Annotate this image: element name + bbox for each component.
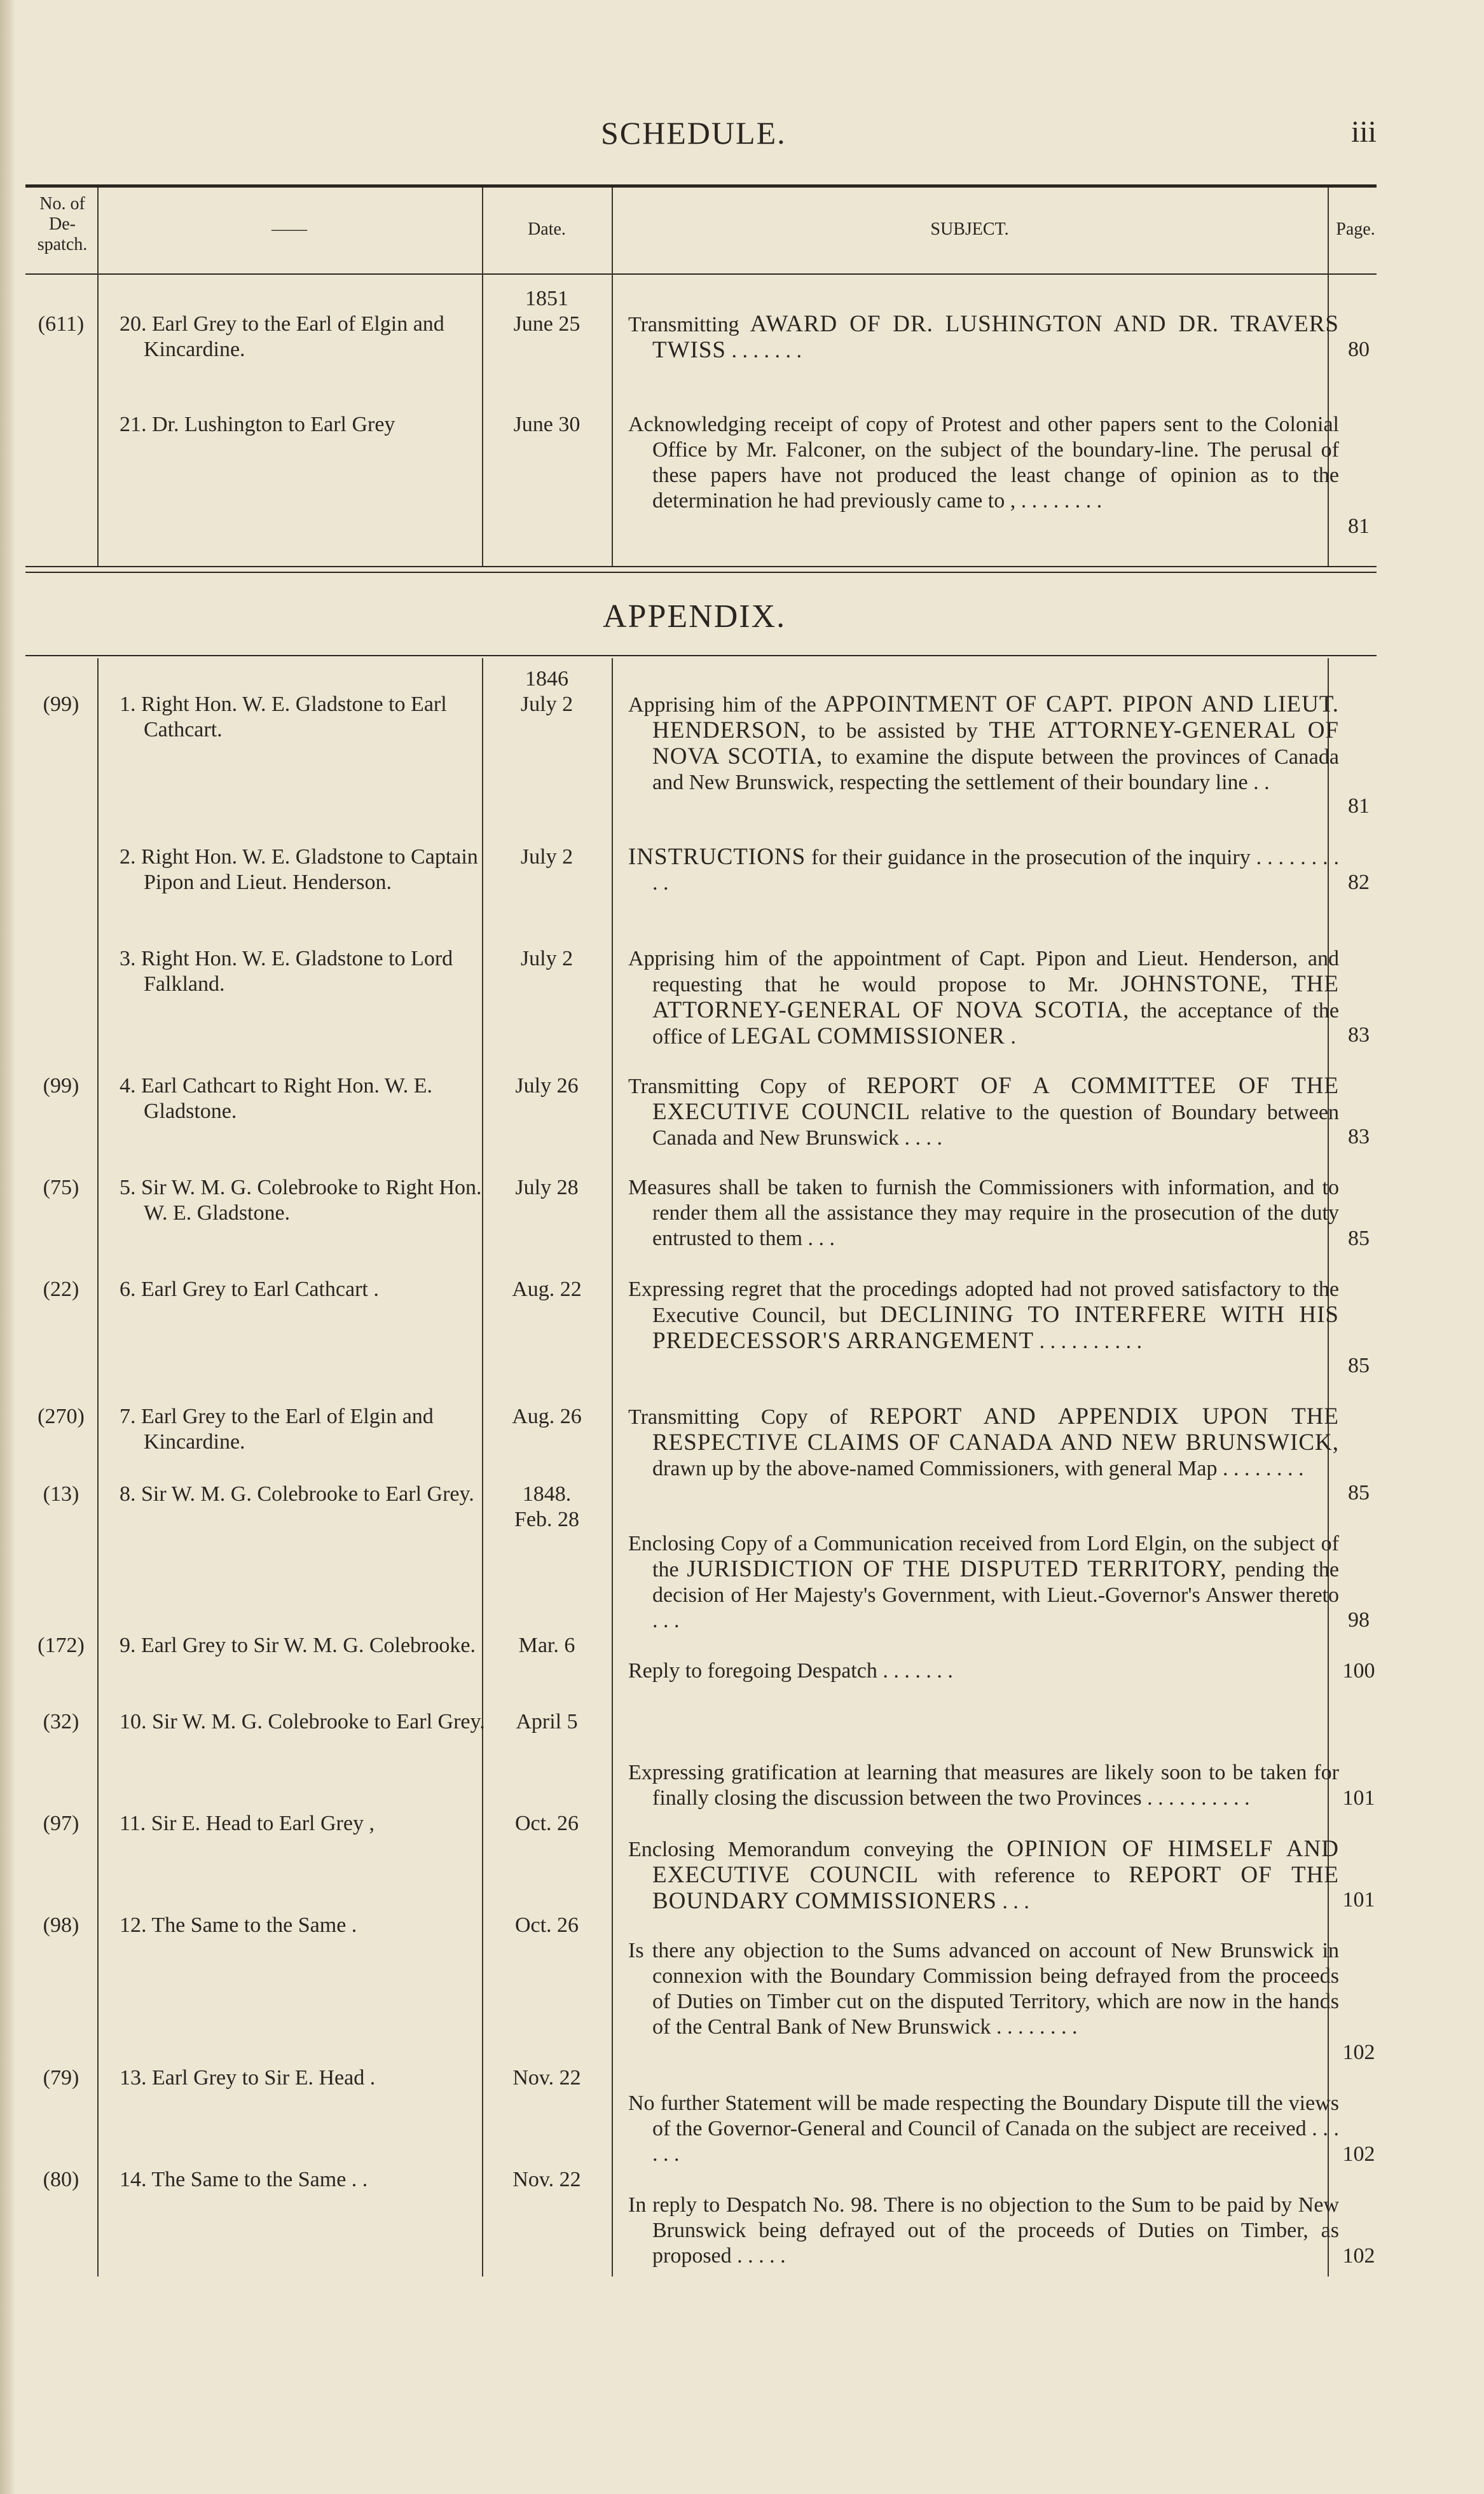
date-value: Feb. 28 (514, 1508, 579, 1531)
correspondent-entry: 14. The Same to the Same . . (120, 2168, 368, 2191)
date-value: Oct. 26 (514, 1812, 579, 1835)
date-value: Aug. 26 (512, 1405, 582, 1428)
subject-fragment: Apprising him of the (628, 693, 825, 717)
subject-fragment: with reference to (919, 1864, 1129, 1887)
despatch-number: (99) (43, 692, 79, 716)
subject-fragment: Enclosing Copy of a Communication received from Lord Elgin, on the subject of the (628, 1532, 1339, 1581)
subject-fragment: Apprising him of the appointment of Capt. Pipon and Lieut. Henderson, and requesting that he would propose to Mr. (628, 947, 1339, 996)
correspondent-entry: 9. Earl Grey to Sir W. M. G. Colebrooke. (120, 1634, 476, 1657)
page-reference: 102 (1342, 2142, 1375, 2166)
column-header-subject: SUBJECT. (930, 219, 1009, 239)
subject-fragment: OPINION OF HIMSELF AND EXECUTIVE COUNCIL (652, 1836, 1339, 1888)
date-value: June 30 (513, 413, 581, 436)
date-value: July 2 (520, 692, 574, 716)
despatch-number: (99) (43, 1074, 79, 1098)
subject-fragment: relative to the question of Boundary between Canada and New Brunswick . . . . (652, 1101, 1339, 1150)
subject-text (628, 312, 1339, 364)
subject-text (628, 2193, 1339, 2269)
subject-fragment: Is there any objection to the Sums advanced on account of New Brunswick in connexion with the Boundary Commission being defrayed from the proceeds of Duties on Timber cut on the disputed Territory, which are now in the hands of the Central Bank of New Brunswick . . . . . . . . (628, 1939, 1339, 2039)
subject-fragment: . . . (996, 1890, 1029, 1913)
subject-fragment: JOHNSTONE, THE ATTORNEY-GENERAL OF NOVA SCOTIA, (652, 971, 1339, 1023)
correspondent-entry: 20. Earl Grey to the Earl of Elgin and Kincardine. (120, 312, 444, 361)
subject-text (628, 1938, 1339, 2040)
subject-text (628, 1658, 1339, 1684)
subject-fragment: No further Statement will be made respecting the Boundary Dispute till the views of the Governor-General and Council of Canada on the subject are received . . . . . . (628, 2091, 1339, 2166)
page-reference: 98 (1348, 1608, 1370, 1632)
date-value: Nov. 22 (512, 2168, 581, 2191)
subject-fragment: REPORT OF THE BOUNDARY COMMISSIONERS (652, 1862, 1339, 1914)
subject-fragment: Expressing regret that the procedings adopted had not proved satisfactory to the Executive Council, but (628, 1278, 1339, 1327)
subject-fragment: Transmitting (628, 313, 750, 336)
subject-fragment: to be assisted by (807, 719, 989, 743)
appendix-col-divider-1 (97, 658, 99, 2277)
subject-text (628, 692, 1339, 796)
subject-text (628, 1277, 1339, 1354)
subject-fragment: the acceptance of the office of (652, 999, 1339, 1049)
subject-fragment: Transmitting Copy of (628, 1405, 870, 1429)
despatch-number: (75) (43, 1176, 79, 1199)
date-value: June 25 (513, 312, 581, 336)
correspondent-entry: 12. The Same to the Same . (120, 1913, 357, 1937)
correspondent-entry: 3. Right Hon. W. E. Gladstone to Lord Falkland. (120, 947, 453, 996)
page-reference: 81 (1348, 514, 1370, 538)
page-reference: 83 (1348, 1125, 1370, 1148)
subject-fragment: AWARD OF DR. LUSHINGTON AND DR. TRAVERS TWISS (652, 311, 1339, 363)
subject-text (628, 2091, 1339, 2167)
col-divider-2 (482, 188, 483, 566)
despatch-number: (13) (43, 1482, 79, 1506)
subject-text (628, 1175, 1339, 1251)
column-header-blank: —— (271, 219, 307, 239)
page-reference: 85 (1348, 1227, 1370, 1250)
subject-fragment: Reply to foregoing Despatch . . . . . . . (628, 1659, 953, 1683)
column-header-page: Page. (1336, 219, 1375, 239)
subject-fragment: INSTRUCTIONS (628, 844, 806, 870)
date-year: 1846 (525, 667, 568, 691)
page-reference: 80 (1348, 338, 1370, 361)
correspondent-entry: 6. Earl Grey to Earl Cathcart . (120, 1278, 379, 1301)
subject-fragment: APPOINTMENT OF CAPT. PIPON AND LIEUT. HENDERSON, (652, 691, 1339, 743)
subject-fragment: Expressing gratification at learning that measures are likely soon to be taken for finally closing the discussion between the two Provinces . . . . . . . . . . (628, 1761, 1339, 1810)
subject-fragment: to examine the dispute between the provinces of Canada and New Brunswick, respecting the settlement of their boundary line . . (652, 745, 1339, 794)
subject-fragment: In reply to Despatch No. 98. There is no objection to the Sum to be paid by New Brunswick being defrayed out of the proceeds of Duties on Timber, as proposed . . . . . (628, 2193, 1339, 2268)
despatch-number: (80) (43, 2168, 79, 2191)
page-reference: 100 (1342, 1659, 1375, 1683)
despatch-number: (97) (43, 1812, 79, 1835)
subject-fragment: REPORT OF A COMMITTEE OF THE EXECUTIVE COUNCIL (652, 1073, 1339, 1125)
page-reference: 85 (1348, 1481, 1370, 1505)
page-reference: 83 (1348, 1023, 1370, 1047)
correspondent-entry: 1. Right Hon. W. E. Gladstone to Earl Cathcart. (120, 692, 447, 741)
date-year: 1848. (522, 1482, 572, 1506)
subject-fragment: Transmitting Copy of (628, 1075, 867, 1098)
subject-fragment: REPORT AND APPENDIX UPON THE RESPECTIVE CLAIMS OF CANADA AND NEW BRUNSWICK, (652, 1403, 1339, 1456)
correspondent-entry: 4. Earl Cathcart to Right Hon. W. E. Gladstone. (120, 1074, 432, 1123)
appendix-col-divider-3 (612, 658, 613, 2277)
date-value: July 26 (515, 1074, 579, 1098)
correspondent-entry: 11. Sir E. Head to Earl Grey , (120, 1812, 374, 1835)
subject-fragment: . . . . . . . (726, 339, 802, 362)
column-header-no: No. of De-spatch. (37, 194, 88, 254)
correspondent-entry: 2. Right Hon. W. E. Gladstone to Captain Pipon and Lieut. Henderson. (120, 845, 478, 894)
subject-fragment: DECLINING TO INTERFERE WITH HIS PREDECESSOR'S ARRANGEMENT (652, 1302, 1339, 1354)
subject-fragment: Enclosing Memorandum conveying the (628, 1838, 1007, 1861)
appendix-top-rule (25, 655, 1377, 656)
correspondent-entry: 5. Sir W. M. G. Colebrooke to Right Hon. W. E. Gladstone. (120, 1176, 482, 1225)
subject-fragment: Acknowledging receipt of copy of Protest and other papers sent to the Colonial Office by Mr. Falconer, on the subject of the boundary-line. The perusal of these papers have not produced the least change of opinion as to the determination he had previously came to , . . . . . . . . (628, 413, 1339, 513)
page-reference: 101 (1342, 1888, 1375, 1912)
appendix-col-divider-2 (482, 658, 483, 2277)
date-value: Nov. 22 (512, 2066, 581, 2090)
page-reference: 102 (1342, 2041, 1375, 2064)
column-header-date: Date. (528, 219, 566, 239)
correspondent-entry: 8. Sir W. M. G. Colebrooke to Earl Grey. (120, 1482, 474, 1506)
despatch-number: (22) (43, 1278, 79, 1301)
subject-text (628, 1073, 1339, 1151)
page-title: SCHEDULE. (601, 115, 787, 151)
subject-fragment: . . . . . . . . . . (1034, 1330, 1143, 1353)
page-reference: 82 (1348, 871, 1370, 894)
col-divider-3 (612, 188, 613, 566)
date-year: 1851 (525, 287, 568, 310)
subject-text (628, 1531, 1339, 1634)
page-reference: 102 (1342, 2244, 1375, 2268)
subject-fragment: for their guidance in the prosecution of the inquiry . . . . . . . . . . (652, 846, 1339, 895)
correspondent-entry: 13. Earl Grey to Sir E. Head . (120, 2066, 376, 2090)
subject-fragment: THE ATTORNEY-GENERAL OF NOVA SCOTIA, (652, 717, 1339, 769)
date-value: July 28 (515, 1176, 579, 1199)
subject-fragment: Measures shall be taken to furnish the Commissioners with information, and to render them all the assistance they may require in the prosecution of the duty entrusted to them . . . (628, 1176, 1339, 1250)
date-value: Mar. 6 (518, 1634, 575, 1657)
correspondent-entry: 10. Sir W. M. G. Colebrooke to Earl Grey. (120, 1710, 485, 1733)
subject-text (628, 1836, 1339, 1915)
subject-fragment: drawn up by the above-named Commissioners, with general Map . . . . . . . . (652, 1457, 1304, 1480)
subject-text (628, 844, 1339, 896)
subject-fragment: LEGAL COMMISSIONER (731, 1023, 1005, 1049)
subject-fragment: JURISDICTION OF THE DISPUTED TERRITORY, (687, 1556, 1227, 1582)
page-reference: 81 (1348, 794, 1370, 818)
date-value: July 2 (520, 947, 574, 970)
subject-fragment: . (1005, 1025, 1016, 1049)
appendix-title: APPENDIX. (603, 598, 787, 635)
correspondent-entry: 21. Dr. Lushington to Earl Grey (120, 413, 395, 436)
date-value: Aug. 22 (512, 1278, 582, 1301)
despatch-number: (611) (38, 312, 85, 336)
page-reference: 101 (1342, 1786, 1375, 1810)
despatch-number: (270) (38, 1405, 85, 1428)
page-reference: 85 (1348, 1354, 1370, 1377)
header-bottom-rule (25, 273, 1377, 275)
table-top-rule (25, 184, 1377, 188)
despatch-number: (172) (38, 1634, 85, 1657)
correspondent-entry: 7. Earl Grey to the Earl of Elgin and Kincardine. (120, 1405, 434, 1454)
date-value: July 2 (520, 845, 574, 869)
page-number: iii (1351, 115, 1377, 149)
date-value: Oct. 26 (514, 1913, 579, 1937)
subject-text (628, 1404, 1339, 1482)
despatch-number: (79) (43, 2066, 79, 2090)
page-binding-edge (0, 0, 15, 2494)
page-header (0, 108, 1484, 159)
despatch-number: (32) (43, 1710, 79, 1733)
date-value: April 5 (516, 1710, 578, 1733)
subject-text (628, 412, 1339, 514)
subject-text (628, 946, 1339, 1050)
despatch-number: (98) (43, 1913, 79, 1937)
subject-text (628, 1760, 1339, 1811)
col-divider-1 (97, 188, 99, 566)
schedule-bottom-rule (25, 566, 1377, 573)
subject-fragment: pending the decision of Her Majesty's Government, with Lieut.-Governor's Answer thereto . . . (652, 1558, 1340, 1632)
